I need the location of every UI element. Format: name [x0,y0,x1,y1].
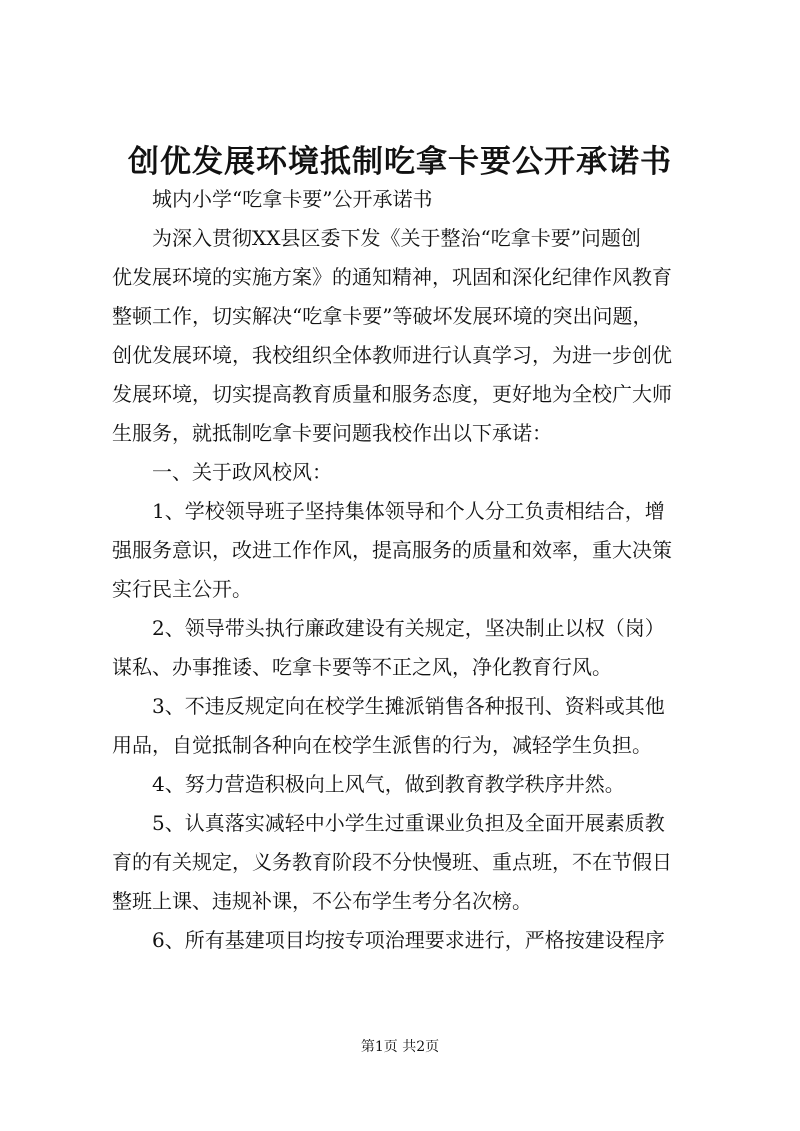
page-number-footer: 第1页 共2页 [360,1039,440,1055]
commitment-line: 育的有关规定，义务教育阶段不分快慢班、重点班，不在节假日 [112,850,672,874]
document-title: 创优发展环境抵制吃拿卡要公开承诺书 [128,144,672,180]
section-heading: 一、关于政风校风： [152,460,332,484]
paragraph-line: 整顿工作，切实解决“吃拿卡要”等破坏发展环境的突出问题， [112,304,653,328]
subtitle-line: 城内小学“吃拿卡要”公开承诺书 [152,187,433,211]
document-body [112,180,712,960]
commitment-line: 谋私、办事推诿、吃拿卡要等不正之风，净化教育行风。 [112,655,612,679]
commitment-line: 1、学校领导班子坚持集体领导和个人分工负责相结合，增 [152,499,665,523]
paragraph-line: 生服务，就抵制吃拿卡要问题我校作出以下承诺： [112,421,552,445]
commitment-line: 6、所有基建项目均按专项治理要求进行，严格按建设程序 [152,928,665,952]
paragraph-line: 优发展环境的实施方案》的通知精神，巩固和深化纪律作风教育 [112,265,672,289]
paragraph-line: 创优发展环境，我校组织全体教师进行认真学习，为进一步创优 [112,343,672,367]
paragraph-line: 发展环境，切实提高教育质量和服务态度，更好地为全校广大师 [112,382,672,406]
commitment-line: 5、认真落实减轻中小学生过重课业负担及全面开展素质教 [152,811,665,835]
paragraph-line: 为深入贯彻XX县区委下发《关于整治“吃拿卡要”问题创 [152,226,641,250]
commitment-line: 2、领导带头执行廉政建设有关规定，坚决制止以权（岗） [152,616,665,640]
commitment-line: 用品，自觉抵制各种向在校学生派售的行为，减轻学生负担。 [112,733,652,757]
commitment-line: 4、努力营造积极向上风气，做到教育教学秩序井然。 [152,772,625,796]
commitment-line: 强服务意识，改进工作作风，提高服务的质量和效率，重大决策 [112,538,672,562]
commitment-line: 实行民主公开。 [112,577,252,601]
commitment-line: 3、不违反规定向在校学生摊派销售各种报刊、资料或其他 [152,694,665,718]
commitment-line: 整班上课、违规补课，不公布学生考分名次榜。 [112,889,532,913]
